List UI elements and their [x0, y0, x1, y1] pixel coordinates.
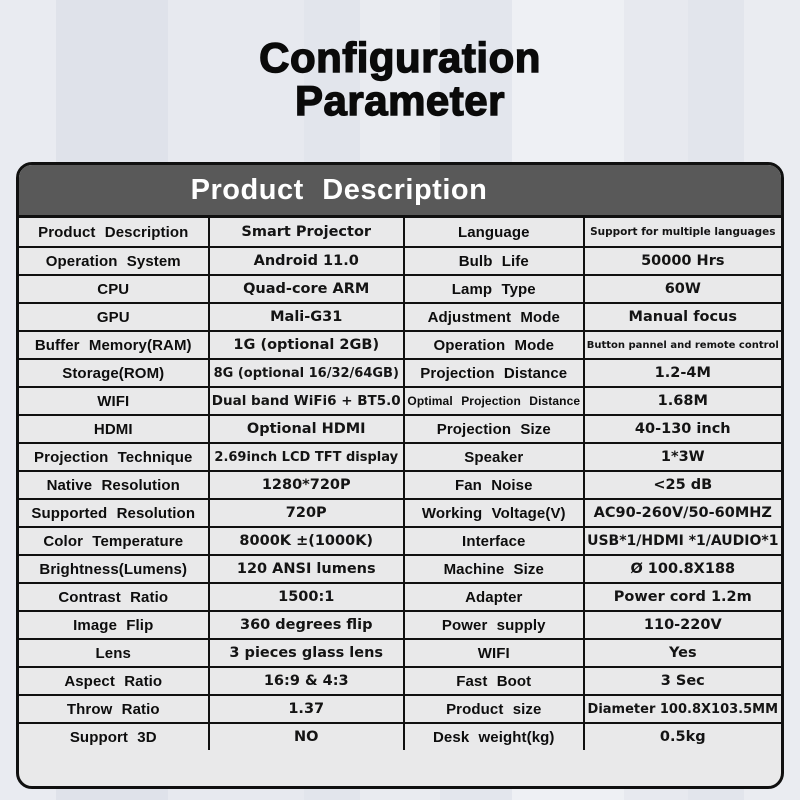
spec-label-right-text: Optimal Projection Distance [407, 394, 581, 408]
spec-value-right-text: 1.2-4M [654, 365, 711, 381]
table-row [19, 414, 781, 442]
spec-label-left-text: Support 3D [69, 728, 157, 746]
spec-value-right [583, 556, 781, 582]
spec-label-right [403, 556, 583, 582]
spec-value-right-text: 3 Sec [660, 673, 705, 689]
spec-value-left [208, 528, 403, 554]
spec-value-left-text: NO [294, 729, 319, 745]
spec-value-right [583, 388, 781, 414]
table-row [19, 386, 781, 414]
spec-label-right-text: Desk weight(kg) [433, 728, 555, 746]
spec-value-left-text: 16:9 & 4:3 [263, 673, 349, 689]
spec-label-left [19, 556, 208, 582]
table-row [19, 358, 781, 386]
spec-value-left [208, 276, 403, 302]
spec-value-right [583, 332, 781, 358]
spec-value-left [208, 640, 403, 666]
spec-label-left-text: GPU [96, 308, 130, 326]
spec-value-left-text: 8G (optional 16/32/64GB) [213, 365, 399, 381]
spec-label-left [19, 668, 208, 694]
table-row [19, 694, 781, 722]
spec-value-left-text: 720P [285, 505, 327, 521]
table-header-label: Product Description [190, 173, 488, 206]
spec-value-right-text: 110-220V [643, 617, 722, 633]
spec-label-right [403, 668, 583, 694]
spec-label-left [19, 724, 208, 750]
spec-label-right [403, 416, 583, 442]
table-row [19, 638, 781, 666]
spec-value-right [583, 584, 781, 610]
spec-value-left [208, 724, 403, 750]
spec-value-right-text: USB*1/HDMI *1/AUDIO*1 [587, 533, 779, 549]
spec-value-left-text: 1.37 [288, 701, 325, 717]
spec-value-left-text: 1500:1 [278, 589, 335, 605]
spec-value-left [208, 388, 403, 414]
spec-label-right [403, 724, 583, 750]
spec-label-right [403, 388, 583, 414]
spec-value-left-text: Optional HDMI [246, 421, 366, 437]
spec-label-left [19, 584, 208, 610]
spec-value-right [583, 444, 781, 470]
spec-label-right-text: Bulb Life [458, 252, 529, 270]
spec-value-right [583, 640, 781, 666]
spec-label-right [403, 472, 583, 498]
spec-label-left [19, 332, 208, 358]
spec-label-left-text: Image Flip [73, 616, 154, 634]
spec-value-right-text: Ø 100.8X188 [630, 561, 736, 577]
spec-value-left [208, 218, 403, 246]
spec-label-right [403, 248, 583, 274]
spec-value-left [208, 444, 403, 470]
spec-label-left-text: Storage(ROM) [62, 364, 165, 382]
spec-label-right [403, 528, 583, 554]
spec-label-right-text: Power supply [441, 616, 546, 634]
spec-label-right-text: Interface [462, 532, 526, 550]
spec-label-left-text: Native Resolution [46, 476, 180, 494]
page-title [0, 36, 800, 122]
table-row [19, 610, 781, 638]
spec-value-right [583, 276, 781, 302]
spec-value-left-text: Mali-G31 [270, 309, 343, 325]
spec-value-right-text: 1.68M [657, 393, 708, 409]
spec-label-left [19, 640, 208, 666]
spec-label-right-text: Fast Boot [456, 672, 532, 690]
spec-value-left [208, 248, 403, 274]
spec-label-right-text: Projection Distance [420, 364, 568, 382]
spec-label-left [19, 388, 208, 414]
spec-value-right-text: AC90-260V/50-60MHZ [593, 505, 772, 521]
spec-label-right-text: Adjustment Mode [427, 308, 560, 326]
table-row [19, 302, 781, 330]
spec-label-left-text: WIFI [97, 392, 130, 410]
spec-value-right [583, 360, 781, 386]
spec-value-left [208, 416, 403, 442]
spec-value-left-text: Quad-core ARM [243, 281, 370, 297]
spec-label-right-text: Machine Size [443, 560, 544, 578]
spec-label-left-text: Buffer Memory(RAM) [34, 336, 192, 354]
spec-value-right-text: Power cord 1.2m [613, 589, 752, 605]
spec-label-left [19, 416, 208, 442]
spec-value-right-text: 60W [664, 281, 701, 297]
spec-value-left [208, 472, 403, 498]
table-row [19, 442, 781, 470]
spec-label-left-text: Color Temperature [43, 532, 184, 550]
spec-label-left-text: Aspect Ratio [64, 672, 163, 690]
spec-value-right-text: Diameter 100.8X103.5MM [587, 701, 779, 717]
spec-value-right-text: 50000 Hrs [641, 253, 725, 269]
spec-value-right [583, 500, 781, 526]
table-row [19, 246, 781, 274]
spec-label-right-text: Fan Noise [454, 476, 533, 494]
spec-value-right-text: <25 dB [653, 477, 713, 493]
table-header [19, 165, 781, 218]
spec-label-left-text: Operation System [45, 252, 181, 270]
spec-value-left [208, 500, 403, 526]
table-row [19, 218, 781, 246]
spec-value-right-text: 0.5kg [659, 729, 706, 745]
spec-label-left-text: HDMI [93, 420, 133, 438]
table-row [19, 722, 781, 750]
table-row [19, 330, 781, 358]
spec-value-right [583, 612, 781, 638]
spec-label-right [403, 360, 583, 386]
spec-value-left [208, 360, 403, 386]
spec-value-right [583, 248, 781, 274]
spec-label-left-text: Supported Resolution [31, 504, 196, 522]
spec-value-right-text: Button pannel and remote control [586, 339, 779, 351]
spec-value-left [208, 556, 403, 582]
spec-value-right-text: 40-130 inch [634, 421, 731, 437]
spec-label-right [403, 696, 583, 722]
spec-value-right-text: Manual focus [628, 309, 738, 325]
spec-label-left-text: Projection Technique [34, 448, 193, 466]
spec-label-left [19, 360, 208, 386]
page-title-line1: Configuration [259, 34, 541, 81]
spec-value-right-text: Yes [668, 645, 697, 661]
spec-value-right [583, 724, 781, 750]
spec-label-left [19, 276, 208, 302]
spec-value-left-text: 2.69inch LCD TFT display [214, 449, 399, 465]
spec-label-left [19, 304, 208, 330]
spec-value-left-text: 8000K ±(1000K) [239, 533, 374, 549]
spec-value-left-text: 3 pieces glass lens [229, 645, 384, 661]
spec-value-right-text: Support for multiple languages [590, 226, 776, 238]
table-body [19, 218, 781, 750]
spec-label-left [19, 528, 208, 554]
spec-label-left [19, 500, 208, 526]
spec-label-left [19, 472, 208, 498]
spec-label-right [403, 444, 583, 470]
spec-label-right-text: Projection Size [436, 420, 551, 438]
page-title-line2: Parameter [295, 77, 505, 124]
spec-value-right [583, 416, 781, 442]
spec-value-right [583, 472, 781, 498]
spec-label-left [19, 696, 208, 722]
spec-label-right [403, 500, 583, 526]
spec-value-right [583, 668, 781, 694]
spec-value-left-text: 1280*720P [261, 477, 351, 493]
spec-label-right-text: Language [457, 223, 530, 241]
spec-label-left-text: Lens [95, 644, 131, 662]
table-row [19, 526, 781, 554]
spec-label-right-text: Product size [446, 700, 542, 718]
spec-label-right [403, 218, 583, 246]
spec-label-left-text: Brightness(Lumens) [39, 560, 188, 578]
spec-label-right-text: Speaker [464, 448, 524, 466]
spec-value-left-text: 360 degrees flip [239, 617, 373, 633]
spec-label-right [403, 640, 583, 666]
spec-label-right [403, 612, 583, 638]
spec-table [16, 162, 784, 789]
spec-value-left-text: Android 11.0 [253, 253, 359, 269]
spec-label-right-text: Operation Mode [433, 336, 555, 354]
spec-label-left [19, 444, 208, 470]
spec-label-left-text: CPU [97, 280, 130, 298]
spec-label-left-text: Contrast Ratio [58, 588, 169, 606]
spec-label-right [403, 304, 583, 330]
spec-value-left-text: 1G (optional 2GB) [233, 337, 380, 353]
spec-label-right [403, 332, 583, 358]
spec-value-left [208, 584, 403, 610]
spec-label-left [19, 248, 208, 274]
spec-value-right-text: 1*3W [660, 449, 705, 465]
spec-value-right [583, 528, 781, 554]
spec-label-left [19, 612, 208, 638]
spec-value-right [583, 218, 781, 246]
spec-label-right-text: Lamp Type [451, 280, 536, 298]
spec-value-left [208, 332, 403, 358]
table-row [19, 470, 781, 498]
spec-value-right [583, 304, 781, 330]
spec-label-left-text: Throw Ratio [66, 700, 160, 718]
spec-label-right-text: Adapter [465, 588, 523, 606]
spec-value-left [208, 304, 403, 330]
table-row [19, 554, 781, 582]
spec-label-right [403, 276, 583, 302]
spec-value-left-text: Smart Projector [241, 224, 372, 240]
spec-value-left [208, 668, 403, 694]
spec-value-left [208, 612, 403, 638]
table-row [19, 274, 781, 302]
spec-label-left [19, 218, 208, 246]
table-row [19, 666, 781, 694]
spec-value-right [583, 696, 781, 722]
table-row [19, 582, 781, 610]
spec-label-right-text: WIFI [477, 644, 510, 662]
spec-value-left-text: Dual band WiFi6 + BT5.0 [211, 393, 401, 409]
table-row [19, 498, 781, 526]
spec-label-right [403, 584, 583, 610]
spec-label-left-text: Product Description [38, 223, 189, 241]
spec-value-left-text: 120 ANSI lumens [236, 561, 376, 577]
spec-value-left [208, 696, 403, 722]
spec-label-right-text: Working Voltage(V) [421, 504, 566, 522]
